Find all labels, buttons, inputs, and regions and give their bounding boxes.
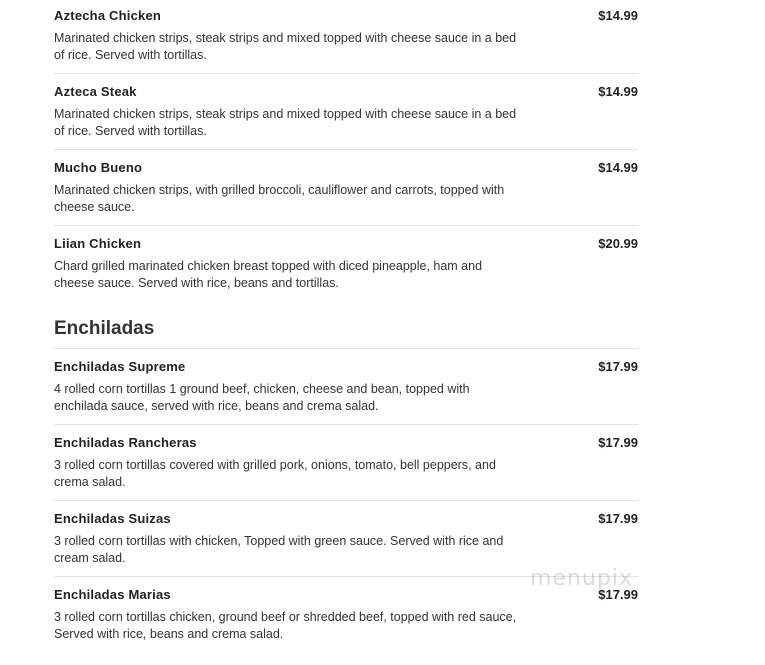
item-price: $17.99 <box>598 587 638 602</box>
item-price: $14.99 <box>598 8 638 23</box>
item-description: Marinated chicken strips, steak strips and mixed topped with cheese sauce in a bed of rice. Served with tortillas. <box>54 107 517 138</box>
item-price: $17.99 <box>598 359 638 374</box>
item-description: 3 rolled corn tortillas covered with grilled pork, onions, tomato, bell peppers, and crema salad. <box>54 458 496 489</box>
item-description: Chard grilled marinated chicken breast topped with diced pineapple, ham and cheese sauce. Served with rice, beans and tortillas. <box>54 259 483 290</box>
divider <box>54 424 638 425</box>
watermark-logo: menupix <box>530 566 633 591</box>
divider <box>54 149 638 150</box>
item-name: Enchiladas Marias <box>54 587 171 602</box>
section-heading-enchiladas: Enchiladas <box>54 318 155 339</box>
item-price: $14.99 <box>598 84 638 99</box>
item-name: Enchiladas Rancheras <box>54 435 197 450</box>
item-price: $14.99 <box>598 160 638 175</box>
item-description: 3 rolled corn tortillas with chicken, Topped with green sauce. Served with rice and cream salad. <box>54 534 504 565</box>
divider <box>54 225 638 226</box>
item-name: Azteca Steak <box>54 84 137 99</box>
item-name: Mucho Bueno <box>54 160 143 175</box>
item-description: 3 rolled corn tortillas chicken, ground beef or shredded beef, topped with red sauce, Served with rice, beans and crema salad. <box>54 610 517 641</box>
item-description: Marinated chicken strips, steak strips and mixed topped with cheese sauce in a bed of rice. Served with tortillas. <box>54 31 517 62</box>
item-price: $17.99 <box>598 511 638 526</box>
item-price: $20.99 <box>598 236 638 251</box>
item-description: 4 rolled corn tortillas 1 ground beef, chicken, cheese and bean, topped with enchilada sauce, served with rice, beans and crema salad. <box>54 382 470 413</box>
item-description: Marinated chicken strips, with grilled broccoli, cauliflower and carrots, topped with cheese sauce. <box>54 183 505 214</box>
divider <box>54 73 638 74</box>
item-name: Liian Chicken <box>54 236 142 251</box>
item-name: Enchiladas Supreme <box>54 359 186 374</box>
item-name: Aztecha Chicken <box>54 8 162 23</box>
divider <box>54 348 638 349</box>
item-name: Enchiladas Suizas <box>54 511 171 526</box>
divider <box>54 500 638 501</box>
item-price: $17.99 <box>598 435 638 450</box>
